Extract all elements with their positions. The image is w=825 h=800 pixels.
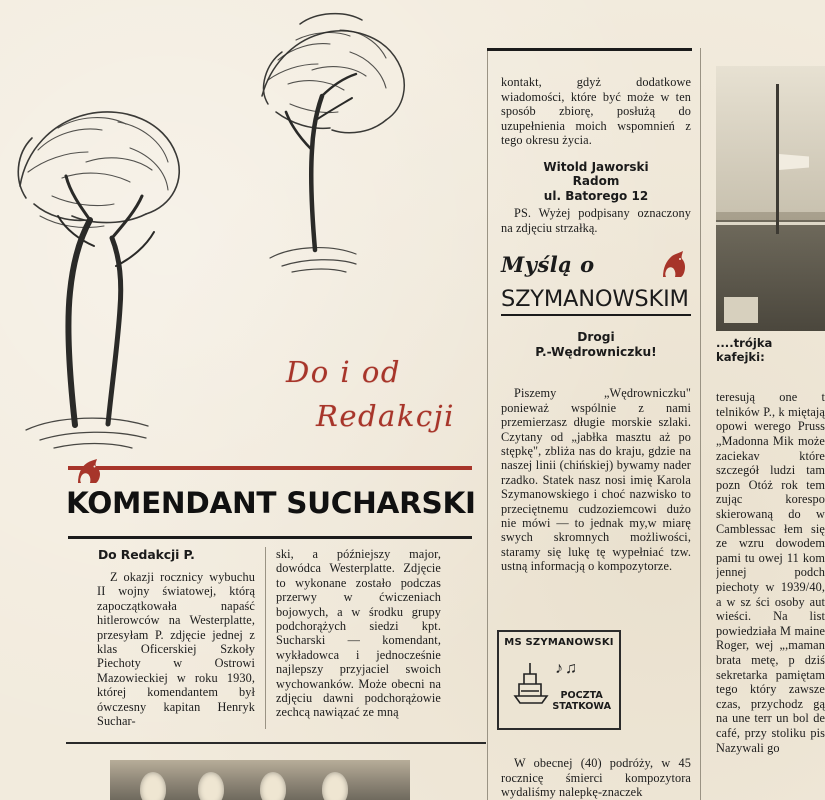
left-article-paragraph-a: Z okazji rocznicy wybuchu II wojny światowej, którą zapoczątkowała napaść hitlerowców na Westerplatte, przesyłam P. zdjęcie jednej z klas Oficerskiej Szkoły Piechoty w Ostrowi Mazowieckiej w roku 1930, której komendantem był ówczesny kapitan Henryk Suchar- bbox=[97, 570, 255, 729]
ship-icon bbox=[511, 658, 551, 704]
letter-salutation bbox=[501, 330, 691, 359]
signature-city: Radom bbox=[572, 174, 620, 189]
middle-letter-continuation-text: W obecnej (40) podróży, w 45 rocznicę śmierci kompozytora wydaliśmy nalepkę-znaczek bbox=[501, 756, 691, 800]
signature-name: Witold Jaworski bbox=[543, 159, 649, 174]
left-article-paragraph-b: ski, a późniejszy major, dowódca Westerplatte. Zdjęcie to wykonane zostało podczas przerwy w ćwiczeniach bojowych, a w środku grupy podchorążych siedzi kpt. Sucharski — komendant, wykładowca i jednocześnie najlepszy przyjaciel swoich wychowanków. Może obecni na zdjęciu dawni podchorążowie zechcą nawiązać ze mną bbox=[276, 547, 441, 720]
article-lead-in: Do Redakcji P. bbox=[98, 547, 195, 562]
article-bottom-rule bbox=[66, 742, 486, 744]
left-article-column-b bbox=[276, 547, 441, 720]
column-divider-left bbox=[265, 547, 266, 729]
script-heading-line1: Do i od bbox=[286, 355, 401, 389]
horse-head-icon-secondary bbox=[659, 250, 687, 278]
left-article-column-a bbox=[97, 570, 255, 728]
section-heading-script bbox=[286, 350, 476, 438]
salutation-line-1: Drogi bbox=[577, 330, 615, 344]
middle-letter-block bbox=[501, 63, 691, 248]
stamp-title: MS SZYMANOWSKI bbox=[504, 637, 614, 648]
headline-mysla: Myślą o bbox=[501, 252, 595, 277]
salutation-line-2: P.-Wędrowniczku! bbox=[535, 344, 657, 359]
letter-postscript: PS. Wyżej podpisany oznaczony na zdjęciu strzałką. bbox=[501, 206, 691, 235]
middle-letter-continuation bbox=[501, 744, 691, 800]
right-column-paragraph: teresują one t telników P., k miętają opowi werego Pruss „Madonna Mik może zaciekav które szczegół ludzi tam pozn Otóż rok tem zując korespo skierowaną do w Camblessac łem się ze wzru dowodem pami tu owej 11 kom jennej podch piechoty w 1939/40, a w sz ści osoby aut wieści. Na list powiedziała M maine Roger, wej „,maman brata metę, p dziś sekretarka pamiętam tego który zawsze czas, przychodz gą na une terr un bol de café, przy stoliku pis Nazywali go bbox=[716, 390, 825, 755]
photo-cadets-group bbox=[110, 760, 410, 800]
title-rule-top bbox=[68, 466, 472, 470]
stamp-footer bbox=[552, 690, 611, 712]
signature-address: ul. Batorego 12 bbox=[543, 188, 649, 203]
right-column-text bbox=[716, 378, 825, 798]
headline-rule bbox=[501, 314, 691, 316]
stamp-footer-line1: POCZTA bbox=[560, 690, 603, 701]
headline-szymanowskim: SZYMANOWSKIM bbox=[501, 286, 689, 312]
middle-letter-body bbox=[501, 374, 691, 586]
column-divider-middle-left bbox=[487, 48, 488, 800]
page-title: KOMENDANT SUCHARSKI bbox=[66, 486, 476, 520]
title-rule-bottom bbox=[68, 536, 472, 539]
middle-column-top-rule bbox=[487, 48, 692, 51]
script-heading-line2: Redakcji bbox=[316, 399, 455, 433]
column-divider-middle-right bbox=[700, 48, 701, 800]
music-notes-icon: ♪♫ bbox=[555, 660, 579, 677]
ship-post-stamp bbox=[497, 630, 621, 730]
middle-letter-body-text: Piszemy „Wędrowniczku" ponieważ wspólnie z nami przemierzasz długie morskie szlaki. Czytany od „jabłka masztu aż po stępkę", zbliża nas do kraju, gdzie na naszej linii (chińskiej) bywamy nader rzadko. Statek nasz nosi imię Karola Szymanowskiego i choć nazwisko to przeciętnemu cudzoziemcowi dużo nie mówi — to jednak my,w miarę swych skromnych możliwości, staramy się lukę tę wypełniać tzw. ustną informacją o kompozytorze. bbox=[501, 386, 691, 574]
photo-ship-deck bbox=[716, 66, 825, 331]
right-photo-caption: ....trójka kafejki: bbox=[716, 336, 773, 364]
middle-letter-text: kontakt, gdyż dodatkowe wiadomości, które być może w ten sposób zbiorę, posłużą do uzupełnienia moich wspomnień z tego okresu życia. bbox=[501, 75, 691, 147]
horse-head-icon bbox=[74, 458, 104, 484]
letter-signature bbox=[501, 160, 691, 204]
stamp-footer-line2: STATKOWA bbox=[552, 701, 611, 712]
